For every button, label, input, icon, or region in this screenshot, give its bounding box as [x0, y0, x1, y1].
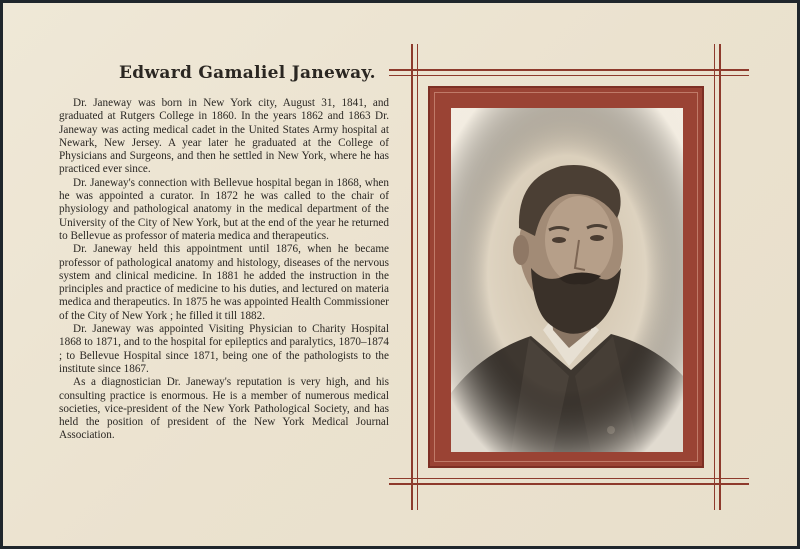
- frame-rule-left: [411, 44, 413, 510]
- paragraph: Dr. Janeway's connection with Bellevue hospital began in 1868, when he was appointed a curator. In 1872 he was called to the chair of physiology and pathological anatomy in the medical department of the University of the City of New York, but at the end of the year he returned to Bellevue as professor of materia medica and therapeutics.: [59, 176, 389, 242]
- frame-rule-left-thin: [417, 44, 418, 510]
- paragraph: Dr. Janeway was appointed Visiting Physician to Charity Hospital 1868 to 1871, and to the hospital for epileptics and paralytics, 1870–1874 ; to Bellevue Hospital since 1871, being one of the pathologists to the institute since 1867.: [59, 323, 389, 375]
- frame-rule-right: [719, 44, 721, 510]
- frame-rule-bottom: [389, 483, 749, 485]
- frame-rule-right-thin: [714, 44, 715, 510]
- biography-text: [59, 97, 389, 443]
- frame-rule-top: [389, 69, 749, 71]
- portrait-image: [451, 108, 683, 452]
- paragraph: As a diagnostician Dr. Janeway's reputation is very high, and his consulting practice is enormous. He is a member of numerous medical societies, vice-president of the New York Pathological Society, and has held the position of president of the New York Medical Journal Association.: [59, 376, 389, 442]
- frame-rule-bottom-thin: [389, 478, 749, 479]
- paragraph: Dr. Janeway held this appointment until 1876, when he became professor of pathological anatomy and histology, diseases of the nervous system and clinical medicine. In 1881 he added the instruction in the principles and practice of medicine to his duties, and lectured on materia medica and therapeutics. In 1875 he was appointed Health Commissioner of the City of New York ; he filled it till 1882.: [59, 243, 389, 322]
- paragraph: Dr. Janeway was born in New York city, August 31, 1841, and graduated at Rutgers College in 1860. In the years 1862 and 1863 Dr. Janeway was acting medical cadet in the United States Army hospital at Newark, New Jersey. A year later he graduated at the College of Physicians and Surgeons, and then he settled in New York, where he has practiced ever since.: [59, 97, 389, 176]
- frame-rule-top-thin: [389, 75, 749, 76]
- page-title: Edward Gamaliel Janeway.: [119, 63, 376, 83]
- portrait-photo: [451, 108, 683, 452]
